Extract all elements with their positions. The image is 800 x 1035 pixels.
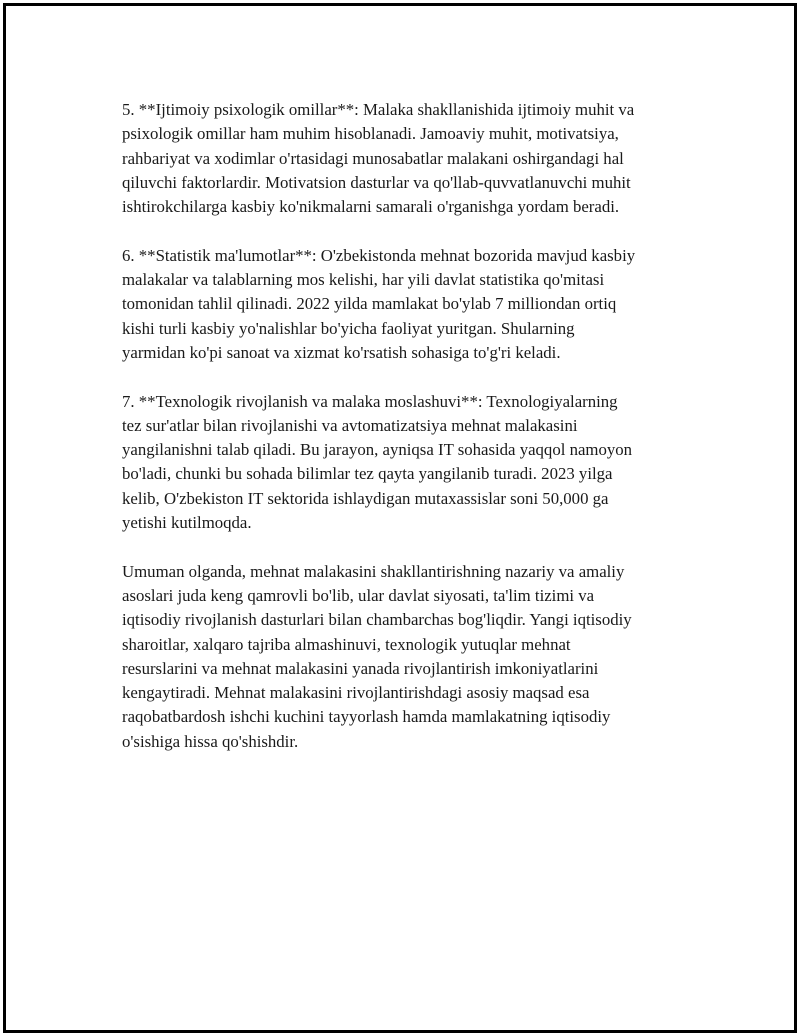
text-line: sharoitlar, xalqaro tajriba almashinuvi, texnologik yutuqlar mehnat [122,634,571,654]
text-line: yangilanishni talab qiladi. Bu jarayon, ayniqsa IT sohasida yaqqol namoyon [122,440,633,460]
text-line: 5. **Ijtimoiy psixologik omillar**: Malaka shakllanishida ijtimoiy muhit va [122,100,635,119]
text-line: o'sishiga hissa qo'shishdir. [122,731,299,751]
text-line: asoslari juda keng qamrovli bo'lib, ular davlat siyosati, ta'lim tizimi va [122,585,595,605]
paragraph-social-psychological-factors [122,98,694,219]
text-line: malakalar va talablarning mos kelishi, har yili davlat statistika qo'mitasi [122,270,605,290]
text-line: qiluvchi faktorlardir. Motivatsion dasturlar va qo'llab-quvvatlanuvchi muhit [122,172,631,192]
page-frame [3,3,797,1033]
text-line: resurslarini va mehnat malakasini yanada rivojlantirish imkoniyatlarini [122,658,599,678]
text-line: psixologik omillar ham muhim hisoblanadi. Jamoaviy muhit, motivatsiya, [122,124,619,144]
text-line: tez sur'atlar bilan rivojlanishi va avtomatizatsiya mehnat malakasini [122,415,578,435]
text-line: yetishi kutilmoqda. [122,513,252,533]
text-line: ishtirokchilarga kasbiy ko'nikmalarni samarali o'rganishga yordam beradi. [122,197,620,217]
text-line: kelib, O'zbekiston IT sektorida ishlaydigan mutaxassislar soni 50,000 ga [122,488,609,508]
paragraph-conclusion [122,560,694,754]
text-line: tomonidan tahlil qilinadi. 2022 yilda mamlakat bo'ylab 7 milliondan ortiq [122,294,617,314]
paragraph-statistical-data [122,244,694,365]
text-line: bo'ladi, chunki bu sohada bilimlar tez qayta yangilanib turadi. 2023 yilga [122,464,613,484]
text-line: kengaytiradi. Mehnat malakasini rivojlantirishdagi asosiy maqsad esa [122,683,590,703]
text-line: raqobatbardosh ishchi kuchini tayyorlash hamda mamlakatning iqtisodiy [122,707,611,727]
text-line: rahbariyat va xodimlar o'rtasidagi munosabatlar malakani oshirgandagi hal [122,148,624,168]
text-line: 6. **Statistik ma'lumotlar**: O'zbekistonda mehnat bozorida mavjud kasbiy [122,245,636,265]
text-line: kishi turli kasbiy yo'nalishlar bo'yicha faoliyat yuritgan. Shularning [122,318,575,338]
document-body [122,98,694,778]
text-line: yarmidan ko'pi sanoat va xizmat ko'rsatish sohasiga to'g'ri keladi. [122,342,561,362]
text-line: 7. **Texnologik rivojlanish va malaka moslashuvi**: Texnologiyalarning [122,391,618,411]
paragraph-technological-development [122,390,694,536]
text-line: iqtisodiy rivojlanish dasturlari bilan chambarchas bog'liqdir. Yangi iqtisodiy [122,610,632,630]
text-line: Umuman olganda, mehnat malakasini shakllantirishning nazariy va amaliy [122,561,625,581]
